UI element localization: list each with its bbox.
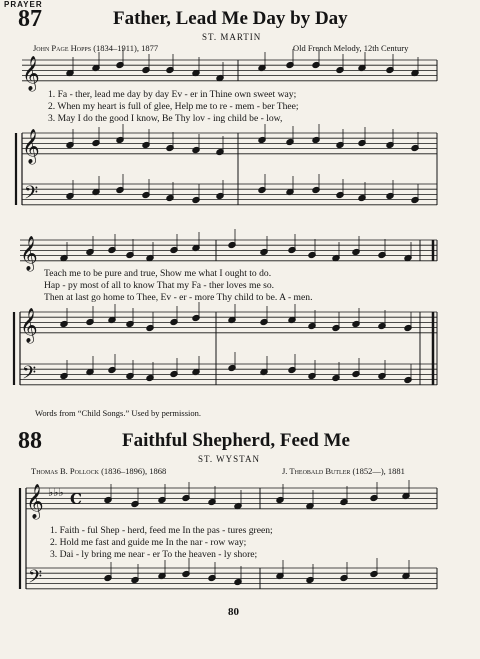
treble-clef-icon: 𝄞: [22, 56, 40, 91]
hymn-87-tune: ST. MARTIN: [202, 32, 262, 42]
hymn-88-number: 88: [18, 428, 42, 454]
page-number: 80: [228, 606, 239, 618]
hymn-87-number: 87: [18, 6, 42, 32]
bass-clef-icon: 𝄢: [24, 183, 39, 208]
hymn-87-verse-3-line-1: 3. May I do the good I know, Be Thy lov - ing child be - low,: [48, 113, 283, 124]
hymn-87-verse-2-line-1: 2. When my heart is full of glee, Help me to re - mem - ber Thee;: [48, 101, 299, 112]
bass-clef-icon: 𝄢: [28, 567, 43, 592]
hymn-87-verse-1-line-2: Teach me to be pure and true, Show me what I ought to do.: [44, 268, 272, 279]
hymn-88-author: Thomas B. Pollock (1836–1896), 1868: [31, 466, 167, 476]
time-signature: C: [70, 490, 82, 508]
hymn-88-composer: J. Theobald Butler (1852—), 1881: [282, 466, 405, 476]
hymn-88-title: Faithful Shepherd, Feed Me: [122, 430, 350, 451]
hymn-88-verse-1: 1. Faith - ful Shep - herd, feed me In the pas - tures green;: [50, 525, 273, 536]
hymn-88-verse-3: 3. Dai - ly bring me near - er To the heaven - ly shore;: [50, 549, 258, 560]
treble-clef-icon: 𝄞: [20, 308, 38, 343]
treble-clef-icon: 𝄞: [22, 129, 40, 164]
hymn-87-composer: Old French Melody, 12th Century: [293, 43, 409, 53]
key-signature-flats: ♭♭♭: [48, 486, 64, 499]
treble-clef-icon: 𝄞: [26, 484, 44, 519]
page-header: PRAYER: [4, 0, 43, 9]
hymn-87-verse-1-line-1: 1. Fa - ther, lead me day by day Ev - er in Thine own sweet way;: [48, 89, 297, 100]
bass-clef-icon: 𝄢: [22, 363, 37, 388]
hymn-87-verse-2-line-2: Hap - py most of all to know That my Fa - ther loves me so.: [44, 280, 275, 291]
hymn-88-tune: ST. WYSTAN: [198, 454, 260, 464]
treble-clef-icon: 𝄞: [20, 236, 38, 271]
hymn-87-verse-3-line-2: Then at last go home to Thee, Ev - er - more Thy child to be. A - men.: [44, 292, 313, 303]
hymn-87-permission: Words from “Child Songs.” Used by permission.: [35, 408, 201, 418]
hymn-88-verse-2: 2. Hold me fast and guide me In the nar - row way;: [50, 537, 247, 548]
hymn-87-title: Father, Lead Me Day by Day: [113, 8, 348, 29]
hymn-87-author: John Page Hopps (1834–1911), 1877: [33, 43, 159, 53]
